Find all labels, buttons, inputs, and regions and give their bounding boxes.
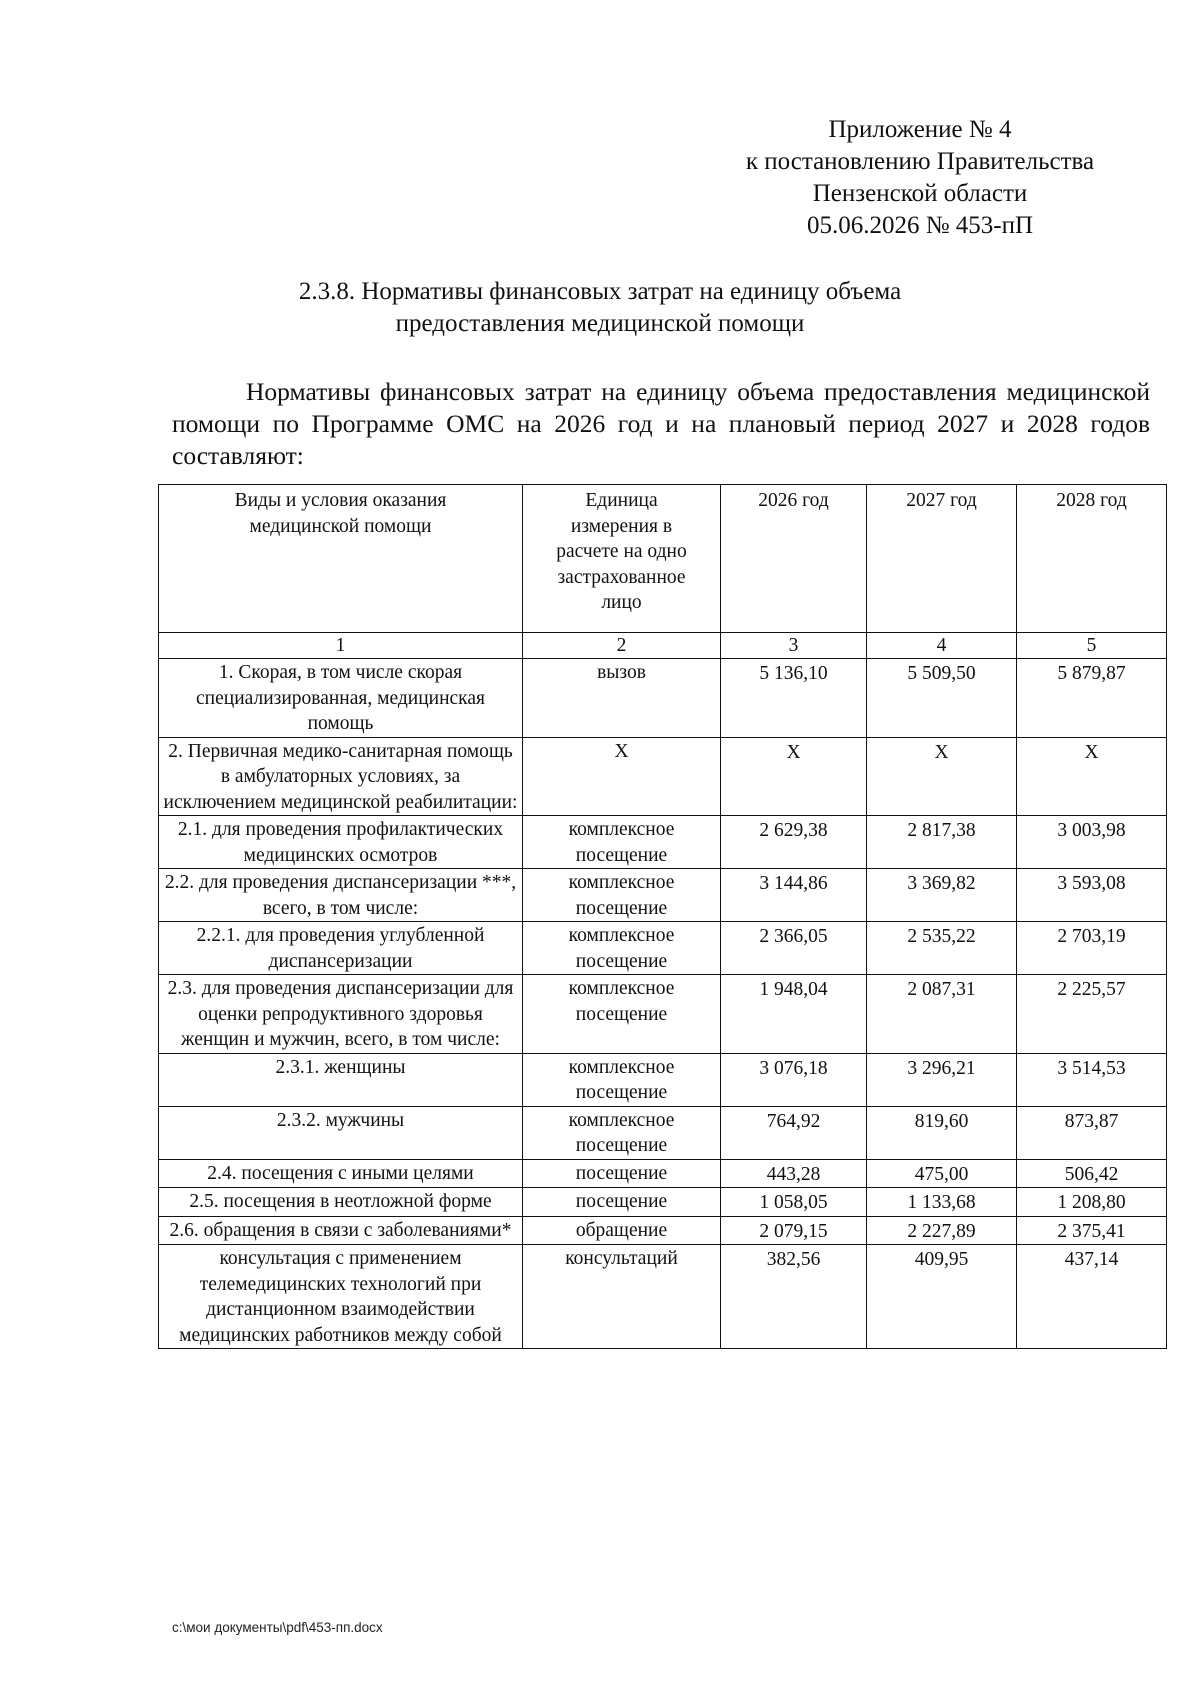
appendix-block: [700, 114, 1140, 242]
column-number: 3: [721, 633, 867, 659]
row-kind-cell: 2.1. для проведения профилактических медицинских осмотров: [159, 816, 523, 869]
header-kind: Виды и условия оказания медицинской помощи: [159, 485, 523, 633]
row-kind-cell: консультация с применением телемедицинских технологий при дистанционном взаимодействии медицинских работников между собой: [159, 1245, 523, 1349]
row-value-2028: 3 514,53: [1017, 1053, 1167, 1106]
row-unit-cell: комплексное посещение: [523, 816, 721, 869]
row-value-2027: 5 509,50: [867, 659, 1017, 738]
row-value-2028: 5 879,87: [1017, 659, 1167, 738]
row-unit-cell: комплексное посещение: [523, 869, 721, 922]
row-unit-cell: комплексное посещение: [523, 922, 721, 975]
table-row: [159, 975, 1167, 1054]
row-value-2028: 2 225,57: [1017, 975, 1167, 1054]
row-unit-cell: Х: [523, 737, 721, 816]
row-value-2027: 2 227,89: [867, 1216, 1017, 1245]
appendix-region: Пензенской области: [812, 180, 1028, 207]
appendix-date-number: 05.06.2026 № 453-пП: [806, 212, 1034, 239]
row-value-2026: Х: [721, 737, 867, 816]
table-row: [159, 816, 1167, 869]
row-kind-cell: 2.3.2. мужчины: [159, 1106, 523, 1159]
header-unit: Единица измерения в расчете на одно застрахованное лицо: [523, 485, 721, 633]
header-2028: 2028 год: [1017, 485, 1167, 633]
row-unit-cell: комплексное посещение: [523, 975, 721, 1054]
row-value-2026: 2 079,15: [721, 1216, 867, 1245]
row-value-2028: 2 703,19: [1017, 922, 1167, 975]
appendix-resolution: к постановлению Правительства: [745, 148, 1095, 175]
row-kind-cell: 1. Скорая, в том числе скорая специализированная, медицинская помощь: [159, 659, 523, 738]
row-value-2027: Х: [867, 737, 1017, 816]
row-value-2028: 873,87: [1017, 1106, 1167, 1159]
row-kind-cell: 2.3.1. женщины: [159, 1053, 523, 1106]
column-numbers-row: [159, 633, 1167, 659]
table-row: [159, 659, 1167, 738]
row-value-2028: 2 375,41: [1017, 1216, 1167, 1245]
header-2026: 2026 год: [721, 485, 867, 633]
table-row: [159, 1053, 1167, 1106]
row-value-2028: 3 003,98: [1017, 816, 1167, 869]
table-row: [159, 1245, 1167, 1349]
header-2027: 2027 год: [867, 485, 1017, 633]
row-value-2026: 2 629,38: [721, 816, 867, 869]
row-value-2028: Х: [1017, 737, 1167, 816]
row-kind-cell: 2.3. для проведения диспансеризации для оценки репродуктивного здоровья женщин и мужчин, всего, в том числе:: [159, 975, 523, 1054]
row-value-2026: 443,28: [721, 1159, 867, 1188]
row-value-2026: 382,56: [721, 1245, 867, 1349]
row-value-2026: 5 136,10: [721, 659, 867, 738]
row-value-2027: 819,60: [867, 1106, 1017, 1159]
table-header-row: [159, 485, 1167, 633]
norms-table: [158, 484, 1167, 1349]
row-value-2027: 2 535,22: [867, 922, 1017, 975]
table-row: [159, 1188, 1167, 1217]
row-kind-cell: 2.2.1. для проведения углубленной диспансеризации: [159, 922, 523, 975]
row-value-2027: 2 817,38: [867, 816, 1017, 869]
intro-paragraph: Нормативы финансовых затрат на единицу объема предоставления медицинской помощи по Программе ОМС на 2026 год и на плановый период 2027 и 2028 годов составляют:: [172, 377, 1150, 470]
row-unit-cell: консультаций: [523, 1245, 721, 1349]
row-unit-cell: комплексное посещение: [523, 1053, 721, 1106]
column-number: 2: [523, 633, 721, 659]
row-value-2027: 475,00: [867, 1159, 1017, 1188]
row-kind-cell: 2.5. посещения в неотложной форме: [159, 1188, 523, 1217]
row-value-2026: 1 948,04: [721, 975, 867, 1054]
column-number: 5: [1017, 633, 1167, 659]
row-value-2027: 409,95: [867, 1245, 1017, 1349]
row-value-2028: 3 593,08: [1017, 869, 1167, 922]
table-row: [159, 922, 1167, 975]
row-value-2027: 3 369,82: [867, 869, 1017, 922]
row-value-2028: 437,14: [1017, 1245, 1167, 1349]
row-unit-cell: обращение: [523, 1216, 721, 1245]
row-value-2028: 1 208,80: [1017, 1188, 1167, 1217]
row-kind-cell: 2.4. посещения с иными целями: [159, 1159, 523, 1188]
table-row: [159, 869, 1167, 922]
row-unit-cell: комплексное посещение: [523, 1106, 721, 1159]
section-title-line-2: предоставления медицинской помощи: [395, 310, 805, 337]
row-value-2026: 1 058,05: [721, 1188, 867, 1217]
row-value-2028: 506,42: [1017, 1159, 1167, 1188]
file-path-footer: c:\мои документы\pdf\453-пп.docx: [172, 1620, 383, 1635]
column-number: 1: [159, 633, 523, 659]
appendix-number: Приложение № 4: [828, 116, 1012, 143]
row-unit-cell: посещение: [523, 1188, 721, 1217]
row-kind-cell: 2.2. для проведения диспансеризации ***, всего, в том числе:: [159, 869, 523, 922]
row-kind-cell: 2. Первичная медико-санитарная помощь в амбулаторных условиях, за исключением медицинской реабилитации:: [159, 737, 523, 816]
table-row: [159, 1216, 1167, 1245]
column-number: 4: [867, 633, 1017, 659]
row-value-2027: 3 296,21: [867, 1053, 1017, 1106]
row-unit-cell: вызов: [523, 659, 721, 738]
table-row: [159, 737, 1167, 816]
row-value-2026: 3 144,86: [721, 869, 867, 922]
row-value-2027: 2 087,31: [867, 975, 1017, 1054]
section-title-line-1: 2.3.8. Нормативы финансовых затрат на единицу объема: [298, 278, 902, 305]
row-value-2027: 1 133,68: [867, 1188, 1017, 1217]
table-row: [159, 1159, 1167, 1188]
row-value-2026: 3 076,18: [721, 1053, 867, 1106]
row-value-2026: 764,92: [721, 1106, 867, 1159]
row-value-2026: 2 366,05: [721, 922, 867, 975]
table-row: [159, 1106, 1167, 1159]
row-unit-cell: посещение: [523, 1159, 721, 1188]
row-kind-cell: 2.6. обращения в связи с заболеваниями*: [159, 1216, 523, 1245]
section-title: [160, 276, 1040, 340]
